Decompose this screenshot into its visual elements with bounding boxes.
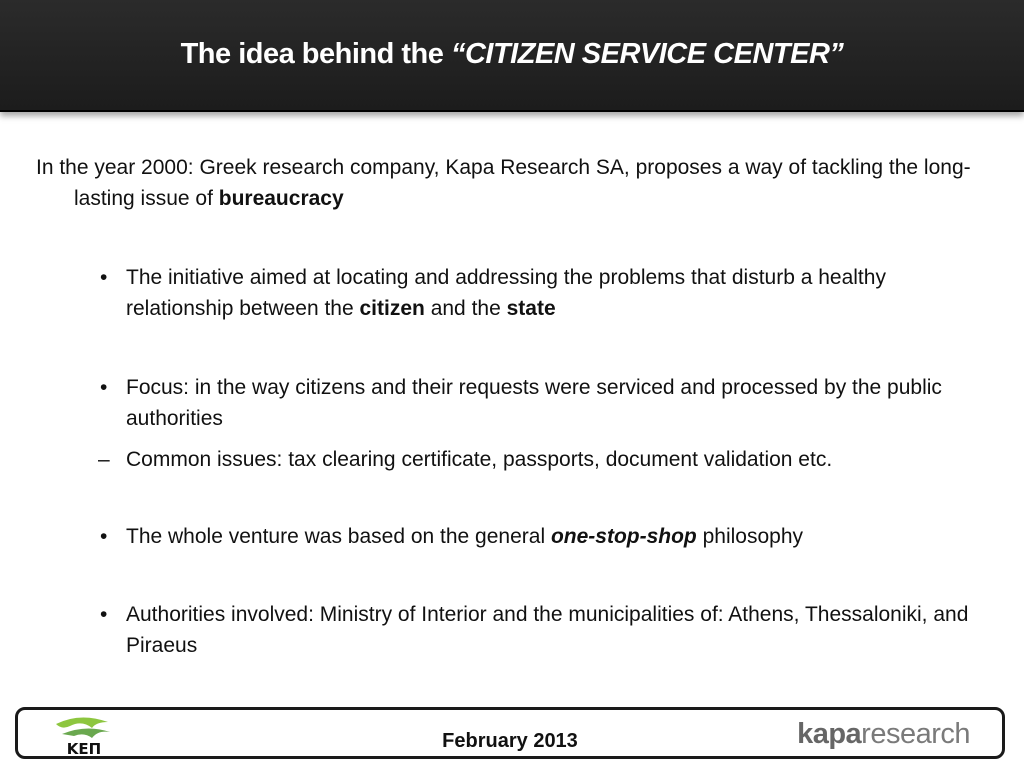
intro-text: In the year 2000: Greek research company, Kapa Research SA, proposes a way of tackling the long-lasting issue of — [36, 156, 971, 210]
kapa-logo-regular: research — [861, 718, 970, 750]
bullet-text: Focus: in the way citizens and their requests were serviced and processed by the public authorities — [126, 376, 942, 430]
bullet-bold-state: state — [506, 297, 556, 320]
footer-bar — [15, 707, 1005, 759]
bullet-marker: • — [100, 603, 108, 626]
title-plain: The idea behind the — [180, 38, 451, 70]
bullet-text: Authorities involved: Ministry of Interior and the municipalities of: Athens, Thessaloniki, and Piraeus — [126, 603, 969, 657]
title-italic: “CITIZEN SERVICE CENTER” — [450, 38, 844, 70]
bullet-bold-citizen: citizen — [359, 297, 425, 320]
bullet-item-initiative — [100, 262, 986, 324]
footer-date: February 2013 — [442, 730, 578, 752]
bullet-text: The initiative aimed at locating and addressing the problems that disturb a healthy relationship between the — [126, 266, 886, 320]
kapa-logo-bold: kapa — [797, 718, 862, 750]
intro-bold: bureaucracy — [218, 187, 344, 210]
bullet-item-venture — [100, 521, 986, 552]
bullet-text-post: philosophy — [696, 525, 804, 548]
dash-marker: – — [98, 448, 110, 471]
bullet-marker: • — [100, 266, 108, 289]
bullet-marker: • — [100, 376, 108, 399]
bullet-item-focus — [100, 372, 986, 434]
ken-logo-text: ΚΕΠ — [66, 740, 102, 756]
sub-item-text: Common issues: tax clearing certificate, passports, document validation etc. — [126, 448, 833, 471]
bullet-item-authorities — [100, 599, 986, 661]
intro-paragraph — [36, 152, 1014, 214]
bullet-bold-italic: one-stop-shop — [550, 525, 697, 548]
bullet-marker: • — [100, 525, 108, 548]
bullet-text: The whole venture was based on the general — [126, 525, 551, 548]
bullet-text-mid: and the — [424, 297, 507, 320]
sub-item-common-issues — [98, 444, 986, 475]
kapa-research-logo — [797, 718, 970, 751]
